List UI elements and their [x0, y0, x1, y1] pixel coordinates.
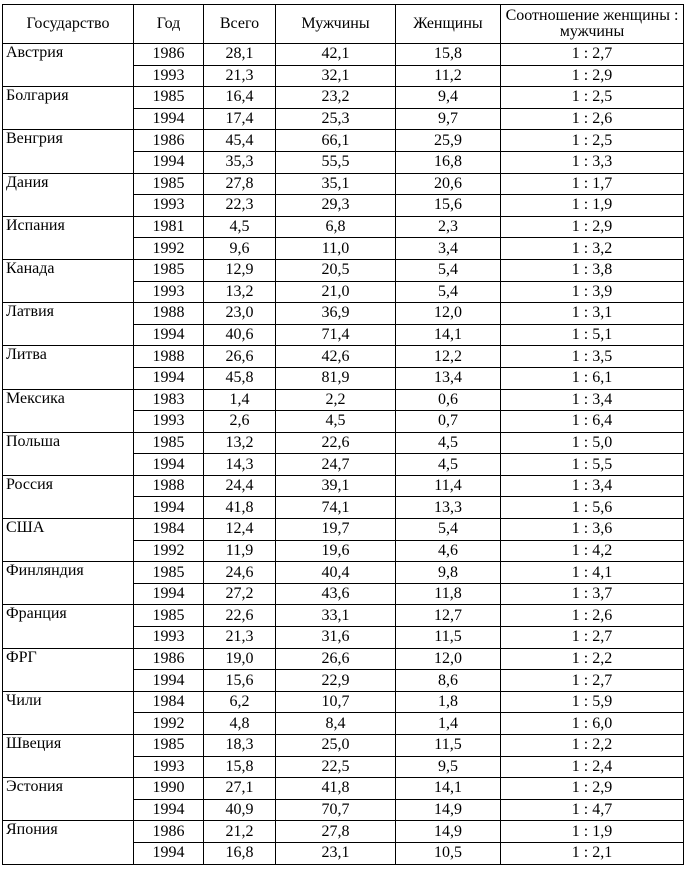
year-cell: 1986 [134, 821, 204, 843]
year-cell: 1994 [134, 454, 204, 476]
men-cell: 70,7 [276, 799, 396, 821]
women-cell: 13,4 [396, 367, 501, 389]
year-cell: 1985 [134, 173, 204, 195]
men-cell: 42,6 [276, 346, 396, 368]
total-cell: 16,4 [204, 87, 276, 109]
country-cell: Россия [3, 475, 134, 518]
total-cell: 24,4 [204, 475, 276, 497]
women-cell: 11,8 [396, 583, 501, 605]
ratio-cell: 1 : 3,4 [501, 389, 684, 411]
ratio-cell: 1 : 6,1 [501, 367, 684, 389]
total-cell: 24,6 [204, 562, 276, 584]
ratio-cell: 1 : 2,6 [501, 605, 684, 627]
table-row [3, 562, 684, 584]
statistics-table-container [2, 4, 684, 865]
ratio-cell: 1 : 1,9 [501, 821, 684, 843]
year-cell: 1985 [134, 87, 204, 109]
total-cell: 11,9 [204, 540, 276, 562]
total-cell: 40,6 [204, 324, 276, 346]
men-cell: 81,9 [276, 367, 396, 389]
header-ratio: Соотношение женщины : мужчины [501, 5, 684, 44]
year-cell: 1992 [134, 713, 204, 735]
ratio-cell: 1 : 2,9 [501, 216, 684, 238]
year-cell: 1985 [134, 605, 204, 627]
country-cell: Польша [3, 432, 134, 475]
ratio-cell: 1 : 2,7 [501, 44, 684, 66]
year-cell: 1985 [134, 432, 204, 454]
ratio-cell: 1 : 2,5 [501, 87, 684, 109]
men-cell: 33,1 [276, 605, 396, 627]
ratio-cell: 1 : 3,3 [501, 151, 684, 173]
header-women: Женщины [396, 5, 501, 44]
total-cell: 23,0 [204, 303, 276, 325]
ratio-cell: 1 : 2,9 [501, 65, 684, 87]
women-cell: 12,0 [396, 303, 501, 325]
year-cell: 1994 [134, 108, 204, 130]
men-cell: 29,3 [276, 195, 396, 217]
header-year: Год [134, 5, 204, 44]
total-cell: 17,4 [204, 108, 276, 130]
year-cell: 1985 [134, 259, 204, 281]
country-cell: Мексика [3, 389, 134, 432]
total-cell: 12,9 [204, 259, 276, 281]
country-cell: США [3, 519, 134, 562]
total-cell: 26,6 [204, 346, 276, 368]
total-cell: 4,8 [204, 713, 276, 735]
table-row [3, 87, 684, 109]
country-cell: Латвия [3, 303, 134, 346]
men-cell: 43,6 [276, 583, 396, 605]
ratio-cell: 1 : 4,1 [501, 562, 684, 584]
table-row [3, 130, 684, 152]
men-cell: 31,6 [276, 627, 396, 649]
table-row [3, 821, 684, 843]
ratio-cell: 1 : 3,4 [501, 475, 684, 497]
ratio-cell: 1 : 5,5 [501, 454, 684, 476]
ratio-cell: 1 : 1,9 [501, 195, 684, 217]
country-cell: Швеция [3, 735, 134, 778]
table-row [3, 389, 684, 411]
total-cell: 45,4 [204, 130, 276, 152]
total-cell: 13,2 [204, 432, 276, 454]
year-cell: 1986 [134, 648, 204, 670]
country-cell: Эстония [3, 778, 134, 821]
total-cell: 2,6 [204, 411, 276, 433]
women-cell: 5,4 [396, 281, 501, 303]
year-cell: 1994 [134, 799, 204, 821]
table-row [3, 346, 684, 368]
men-cell: 26,6 [276, 648, 396, 670]
total-cell: 16,8 [204, 842, 276, 864]
men-cell: 2,2 [276, 389, 396, 411]
year-cell: 1994 [134, 324, 204, 346]
women-cell: 4,5 [396, 432, 501, 454]
table-row [3, 432, 684, 454]
year-cell: 1988 [134, 475, 204, 497]
year-cell: 1993 [134, 627, 204, 649]
men-cell: 23,2 [276, 87, 396, 109]
country-cell: Чили [3, 691, 134, 734]
men-cell: 71,4 [276, 324, 396, 346]
total-cell: 22,3 [204, 195, 276, 217]
year-cell: 1986 [134, 130, 204, 152]
table-row [3, 605, 684, 627]
year-cell: 1983 [134, 389, 204, 411]
women-cell: 2,3 [396, 216, 501, 238]
year-cell: 1984 [134, 691, 204, 713]
ratio-cell: 1 : 3,1 [501, 303, 684, 325]
ratio-cell: 1 : 5,9 [501, 691, 684, 713]
country-cell: ФРГ [3, 648, 134, 691]
country-cell: Дания [3, 173, 134, 216]
women-cell: 5,4 [396, 259, 501, 281]
women-cell: 9,5 [396, 756, 501, 778]
header-men: Мужчины [276, 5, 396, 44]
statistics-table [2, 4, 684, 865]
ratio-cell: 1 : 2,7 [501, 627, 684, 649]
country-cell: Финляндия [3, 562, 134, 605]
total-cell: 6,2 [204, 691, 276, 713]
men-cell: 42,1 [276, 44, 396, 66]
table-row [3, 216, 684, 238]
total-cell: 9,6 [204, 238, 276, 260]
men-cell: 21,0 [276, 281, 396, 303]
women-cell: 10,5 [396, 842, 501, 864]
ratio-cell: 1 : 2,4 [501, 756, 684, 778]
women-cell: 0,6 [396, 389, 501, 411]
women-cell: 11,4 [396, 475, 501, 497]
men-cell: 11,0 [276, 238, 396, 260]
ratio-cell: 1 : 2,9 [501, 778, 684, 800]
year-cell: 1993 [134, 65, 204, 87]
women-cell: 14,1 [396, 324, 501, 346]
women-cell: 8,6 [396, 670, 501, 692]
men-cell: 6,8 [276, 216, 396, 238]
total-cell: 14,3 [204, 454, 276, 476]
ratio-cell: 1 : 5,6 [501, 497, 684, 519]
ratio-cell: 1 : 6,4 [501, 411, 684, 433]
year-cell: 1994 [134, 151, 204, 173]
total-cell: 12,4 [204, 519, 276, 541]
ratio-cell: 1 : 6,0 [501, 713, 684, 735]
year-cell: 1986 [134, 44, 204, 66]
men-cell: 35,1 [276, 173, 396, 195]
ratio-cell: 1 : 3,6 [501, 519, 684, 541]
ratio-cell: 1 : 2,2 [501, 735, 684, 757]
women-cell: 12,0 [396, 648, 501, 670]
total-cell: 4,5 [204, 216, 276, 238]
year-cell: 1985 [134, 735, 204, 757]
ratio-cell: 1 : 2,5 [501, 130, 684, 152]
year-cell: 1993 [134, 281, 204, 303]
women-cell: 4,6 [396, 540, 501, 562]
country-cell: Испания [3, 216, 134, 259]
country-cell: Франция [3, 605, 134, 648]
table-row [3, 691, 684, 713]
table-row [3, 519, 684, 541]
year-cell: 1985 [134, 562, 204, 584]
country-cell: Япония [3, 821, 134, 864]
header-total: Всего [204, 5, 276, 44]
men-cell: 32,1 [276, 65, 396, 87]
men-cell: 22,6 [276, 432, 396, 454]
total-cell: 15,6 [204, 670, 276, 692]
country-cell: Болгария [3, 87, 134, 130]
table-row [3, 303, 684, 325]
women-cell: 14,9 [396, 799, 501, 821]
ratio-cell: 1 : 4,2 [501, 540, 684, 562]
table-body [3, 44, 684, 865]
ratio-cell: 1 : 2,1 [501, 842, 684, 864]
table-row [3, 735, 684, 757]
women-cell: 25,9 [396, 130, 501, 152]
men-cell: 25,0 [276, 735, 396, 757]
men-cell: 40,4 [276, 562, 396, 584]
men-cell: 55,5 [276, 151, 396, 173]
men-cell: 19,6 [276, 540, 396, 562]
total-cell: 13,2 [204, 281, 276, 303]
women-cell: 9,7 [396, 108, 501, 130]
table-row [3, 475, 684, 497]
total-cell: 27,1 [204, 778, 276, 800]
table-row [3, 778, 684, 800]
total-cell: 22,6 [204, 605, 276, 627]
table-row [3, 259, 684, 281]
women-cell: 11,2 [396, 65, 501, 87]
total-cell: 21,2 [204, 821, 276, 843]
women-cell: 4,5 [396, 454, 501, 476]
header-row [3, 5, 684, 44]
men-cell: 66,1 [276, 130, 396, 152]
country-cell: Литва [3, 346, 134, 389]
year-cell: 1990 [134, 778, 204, 800]
total-cell: 21,3 [204, 627, 276, 649]
total-cell: 19,0 [204, 648, 276, 670]
men-cell: 41,8 [276, 778, 396, 800]
women-cell: 15,8 [396, 44, 501, 66]
women-cell: 0,7 [396, 411, 501, 433]
year-cell: 1981 [134, 216, 204, 238]
men-cell: 22,5 [276, 756, 396, 778]
total-cell: 27,2 [204, 583, 276, 605]
women-cell: 12,2 [396, 346, 501, 368]
year-cell: 1994 [134, 670, 204, 692]
table-row [3, 173, 684, 195]
men-cell: 36,9 [276, 303, 396, 325]
total-cell: 40,9 [204, 799, 276, 821]
header-country: Государство [3, 5, 134, 44]
ratio-cell: 1 : 3,5 [501, 346, 684, 368]
table-row [3, 44, 684, 66]
women-cell: 9,4 [396, 87, 501, 109]
total-cell: 18,3 [204, 735, 276, 757]
women-cell: 11,5 [396, 735, 501, 757]
women-cell: 11,5 [396, 627, 501, 649]
year-cell: 1994 [134, 842, 204, 864]
ratio-cell: 1 : 2,7 [501, 670, 684, 692]
ratio-cell: 1 : 4,7 [501, 799, 684, 821]
men-cell: 27,8 [276, 821, 396, 843]
year-cell: 1994 [134, 583, 204, 605]
total-cell: 28,1 [204, 44, 276, 66]
year-cell: 1993 [134, 411, 204, 433]
women-cell: 13,3 [396, 497, 501, 519]
year-cell: 1992 [134, 540, 204, 562]
total-cell: 41,8 [204, 497, 276, 519]
men-cell: 24,7 [276, 454, 396, 476]
country-cell: Австрия [3, 44, 134, 87]
year-cell: 1988 [134, 346, 204, 368]
ratio-cell: 1 : 5,0 [501, 432, 684, 454]
women-cell: 14,9 [396, 821, 501, 843]
men-cell: 23,1 [276, 842, 396, 864]
ratio-cell: 1 : 3,7 [501, 583, 684, 605]
year-cell: 1988 [134, 303, 204, 325]
total-cell: 45,8 [204, 367, 276, 389]
year-cell: 1984 [134, 519, 204, 541]
men-cell: 10,7 [276, 691, 396, 713]
total-cell: 15,8 [204, 756, 276, 778]
women-cell: 15,6 [396, 195, 501, 217]
ratio-cell: 1 : 2,2 [501, 648, 684, 670]
women-cell: 1,8 [396, 691, 501, 713]
women-cell: 20,6 [396, 173, 501, 195]
total-cell: 35,3 [204, 151, 276, 173]
men-cell: 74,1 [276, 497, 396, 519]
men-cell: 8,4 [276, 713, 396, 735]
country-cell: Канада [3, 259, 134, 302]
total-cell: 1,4 [204, 389, 276, 411]
men-cell: 19,7 [276, 519, 396, 541]
total-cell: 27,8 [204, 173, 276, 195]
men-cell: 20,5 [276, 259, 396, 281]
year-cell: 1994 [134, 367, 204, 389]
women-cell: 16,8 [396, 151, 501, 173]
women-cell: 14,1 [396, 778, 501, 800]
table-row [3, 648, 684, 670]
men-cell: 39,1 [276, 475, 396, 497]
men-cell: 4,5 [276, 411, 396, 433]
women-cell: 1,4 [396, 713, 501, 735]
ratio-cell: 1 : 2,6 [501, 108, 684, 130]
country-cell: Венгрия [3, 130, 134, 173]
ratio-cell: 1 : 5,1 [501, 324, 684, 346]
total-cell: 21,3 [204, 65, 276, 87]
ratio-cell: 1 : 3,9 [501, 281, 684, 303]
women-cell: 5,4 [396, 519, 501, 541]
year-cell: 1994 [134, 497, 204, 519]
women-cell: 3,4 [396, 238, 501, 260]
women-cell: 9,8 [396, 562, 501, 584]
year-cell: 1993 [134, 756, 204, 778]
ratio-cell: 1 : 3,2 [501, 238, 684, 260]
year-cell: 1992 [134, 238, 204, 260]
ratio-cell: 1 : 3,8 [501, 259, 684, 281]
ratio-cell: 1 : 1,7 [501, 173, 684, 195]
men-cell: 22,9 [276, 670, 396, 692]
women-cell: 12,7 [396, 605, 501, 627]
men-cell: 25,3 [276, 108, 396, 130]
year-cell: 1993 [134, 195, 204, 217]
